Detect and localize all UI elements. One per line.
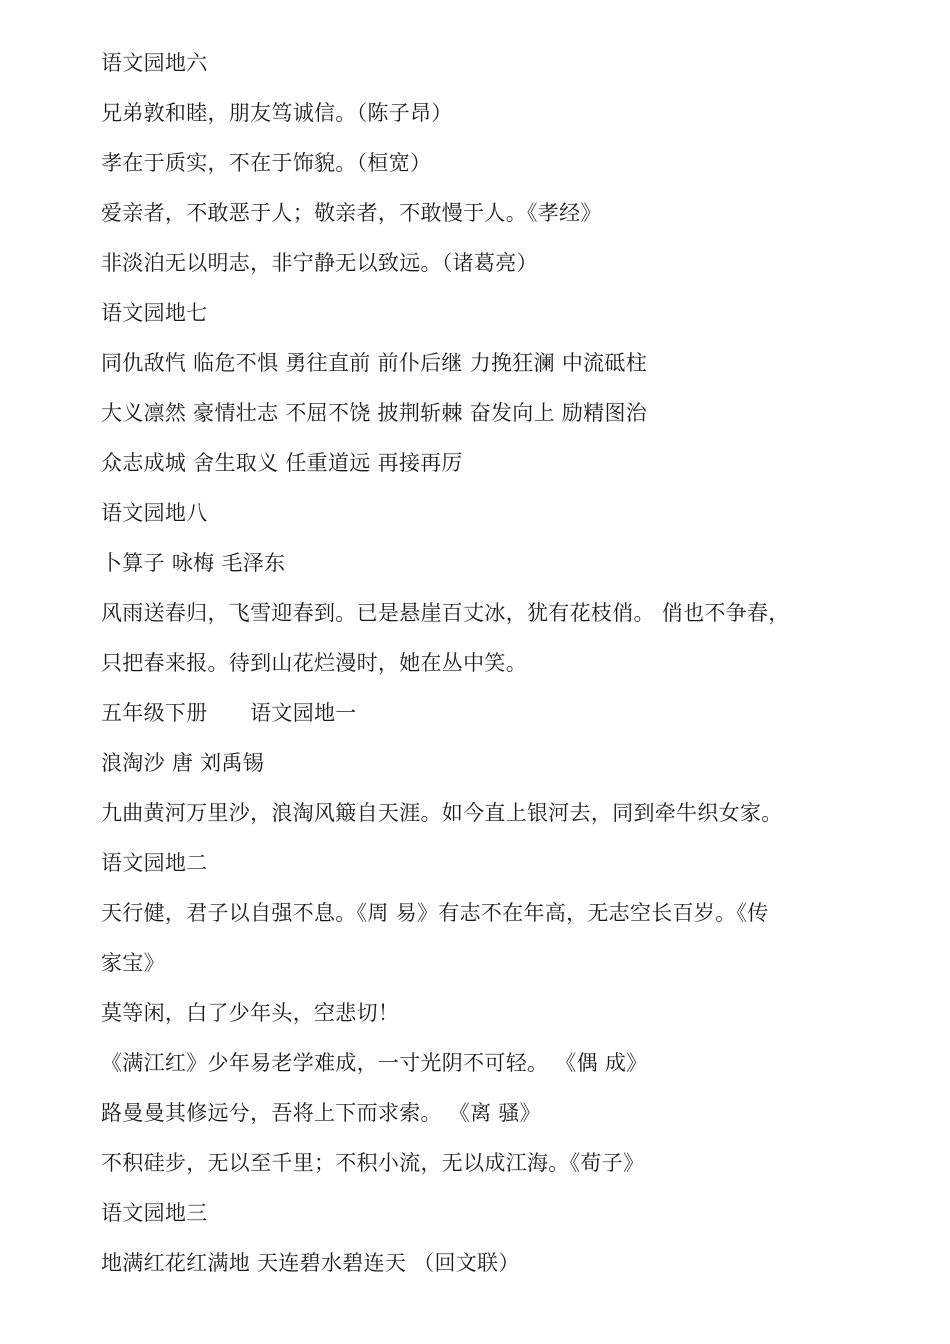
quote-line: 不积硅步，无以至千里；不积小流，无以成江海。《荀子》	[101, 1151, 645, 1175]
section-heading: 语文园地八	[101, 501, 208, 525]
section-heading: 语文园地二	[101, 851, 208, 875]
couplet-line: 地满红花红满地 天连碧水碧连天 （回文联）	[101, 1251, 520, 1275]
quote-line: 家宝》	[101, 951, 165, 975]
quote-line: 路曼曼其修远兮，吾将上下而求索。 《离 骚》	[101, 1101, 541, 1125]
quote-line: 天行健，君子以自强不息。《周 易》有志不在年高，无志空长百岁。《传	[101, 901, 769, 925]
quote-line: 孝在于质实，不在于饰貌。（桓宽）	[101, 151, 432, 175]
section-heading: 五年级下册 语文园地一	[101, 701, 357, 725]
idiom-line: 众志成城 舍生取义 任重道远 再接再厉	[101, 451, 463, 475]
poem-line: 只把春来报。待到山花烂漫时，她在丛中笑。	[101, 651, 527, 675]
quote-line: 兄弟敦和睦，朋友笃诚信。（陈子昂）	[101, 101, 453, 125]
poem-title: 卜算子 咏梅 毛泽东	[101, 551, 286, 575]
section-heading: 语文园地三	[101, 1201, 208, 1225]
quote-line: 非淡泊无以明志，非宁静无以致远。（诸葛亮）	[101, 251, 538, 275]
poem-line: 九曲黄河万里沙，浪淘风簸自天涯。如今直上银河去，同到牵牛织女家。	[101, 801, 783, 825]
quote-line: 《满江红》少年易老学难成，一寸光阴不可轻。 《偶 成》	[101, 1051, 648, 1075]
quote-line: 莫等闲，白了少年头，空悲切！	[101, 1001, 400, 1025]
document-body	[101, 38, 861, 1288]
quote-line: 爱亲者，不敢恶于人；敬亲者，不敢慢于人。《孝经》	[101, 201, 602, 225]
poem-title: 浪淘沙 唐 刘禹锡	[101, 751, 265, 775]
idiom-line: 大义凛然 豪情壮志 不屈不饶 披荆斩棘 奋发向上 励精图治	[101, 401, 648, 425]
idiom-line: 同仇敌忾 临危不惧 勇往直前 前仆后继 力挽狂澜 中流砥柱	[101, 351, 648, 375]
section-heading: 语文园地六	[101, 51, 208, 75]
section-heading: 语文园地七	[101, 301, 208, 325]
poem-line: 风雨送春归，飞雪迎春到。已是悬崖百丈冰，犹有花枝俏。 俏也不争春，	[101, 601, 790, 625]
